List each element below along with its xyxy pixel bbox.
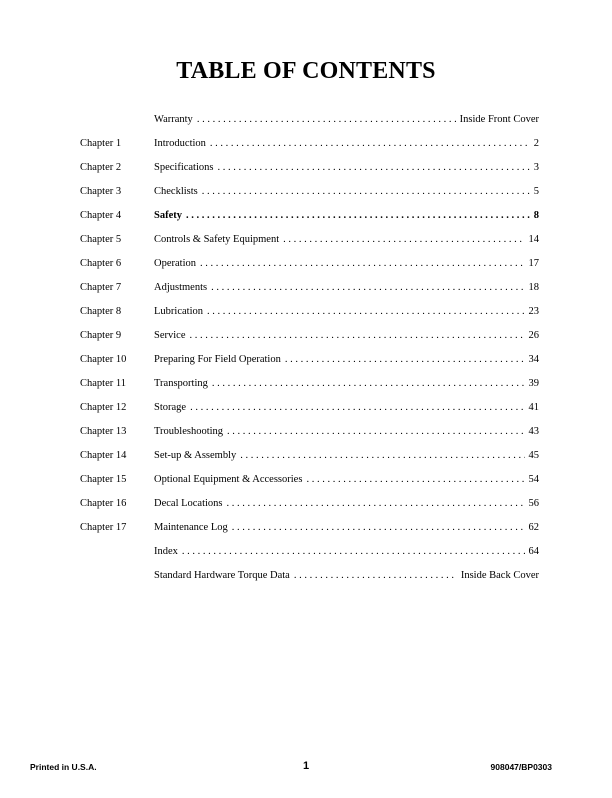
page-number: 26 bbox=[528, 330, 539, 341]
entry-title: Checklists bbox=[154, 186, 198, 197]
page-number: 41 bbox=[528, 402, 539, 413]
page-title: TABLE OF CONTENTS bbox=[176, 58, 436, 84]
toc-row-chapter-17[interactable] bbox=[0, 518, 612, 538]
entry-title: Controls & Safety Equipment bbox=[154, 234, 280, 245]
page-number: 56 bbox=[528, 498, 539, 509]
dot-leader bbox=[207, 302, 525, 322]
toc-row-chapter-1[interactable] bbox=[0, 134, 612, 154]
toc-row-chapter-2[interactable] bbox=[0, 158, 612, 178]
page-number: 34 bbox=[528, 354, 539, 365]
page-number: 23 bbox=[528, 306, 539, 317]
dot-leader bbox=[202, 182, 530, 202]
page-number: 5 bbox=[533, 186, 539, 197]
toc-row-chapter-10[interactable] bbox=[0, 350, 612, 370]
dot-leader bbox=[306, 470, 524, 490]
entry-title: Decal Locations bbox=[154, 498, 223, 509]
entry-title: Preparing For Field Operation bbox=[154, 354, 281, 365]
toc-row-warranty[interactable] bbox=[0, 110, 612, 130]
page-number: 45 bbox=[528, 450, 539, 461]
dot-leader bbox=[200, 254, 525, 274]
page-number: 8 bbox=[533, 210, 539, 221]
toc-row-index[interactable] bbox=[0, 542, 612, 562]
page-number: Inside Front Cover bbox=[459, 114, 539, 125]
page-number: Inside Back Cover bbox=[460, 570, 539, 581]
toc-row-chapter-15[interactable] bbox=[0, 470, 612, 490]
chapter-number: Chapter 15 bbox=[80, 474, 127, 485]
entry-title: Specifications bbox=[154, 162, 214, 173]
footer-document-code: 908047/BP0303 bbox=[490, 762, 552, 772]
chapter-number: Chapter 8 bbox=[80, 306, 122, 317]
chapter-number: Chapter 14 bbox=[80, 450, 127, 461]
entry-title: Set-up & Assembly bbox=[154, 450, 237, 461]
toc-row-chapter-5[interactable] bbox=[0, 230, 612, 250]
page-number: 43 bbox=[528, 426, 539, 437]
chapter-number: Chapter 11 bbox=[80, 378, 126, 389]
toc-row-torque-data[interactable] bbox=[0, 566, 612, 586]
chapter-number: Chapter 4 bbox=[80, 210, 122, 221]
chapter-number: Chapter 5 bbox=[80, 234, 122, 245]
entry-title: Introduction bbox=[154, 138, 206, 149]
dot-leader bbox=[285, 350, 525, 370]
chapter-number: Chapter 3 bbox=[80, 186, 122, 197]
dot-leader bbox=[283, 230, 524, 250]
page-number: 17 bbox=[528, 258, 539, 269]
entry-title: Storage bbox=[154, 402, 187, 413]
toc-row-chapter-7[interactable] bbox=[0, 278, 612, 298]
entry-title: Safety bbox=[154, 210, 182, 221]
entry-title: Standard Hardware Torque Data bbox=[154, 570, 290, 581]
dot-leader bbox=[227, 494, 525, 514]
toc-row-chapter-11[interactable] bbox=[0, 374, 612, 394]
entry-title: Troubleshooting bbox=[154, 426, 224, 437]
footer-page-number: 1 bbox=[302, 760, 310, 772]
chapter-number: Chapter 12 bbox=[80, 402, 127, 413]
chapter-number: Chapter 2 bbox=[80, 162, 122, 173]
dot-leader bbox=[182, 542, 525, 562]
toc-row-chapter-6[interactable] bbox=[0, 254, 612, 274]
entry-title: Service bbox=[154, 330, 186, 341]
dot-leader bbox=[212, 374, 525, 394]
toc-row-chapter-16[interactable] bbox=[0, 494, 612, 514]
dot-leader bbox=[240, 446, 524, 466]
toc-row-chapter-12[interactable] bbox=[0, 398, 612, 418]
toc-row-chapter-14[interactable] bbox=[0, 446, 612, 466]
page-number: 18 bbox=[528, 282, 539, 293]
dot-leader bbox=[210, 134, 530, 154]
entry-title: Lubrication bbox=[154, 306, 203, 317]
page-number: 2 bbox=[533, 138, 539, 149]
entry-title: Maintenance Log bbox=[154, 522, 228, 533]
toc-row-chapter-8[interactable] bbox=[0, 302, 612, 322]
dot-leader bbox=[211, 278, 524, 298]
chapter-number: Chapter 1 bbox=[80, 138, 122, 149]
entry-title: Warranty bbox=[154, 114, 193, 125]
toc-row-chapter-13[interactable] bbox=[0, 422, 612, 442]
dot-leader bbox=[227, 422, 524, 442]
toc-row-chapter-9[interactable] bbox=[0, 326, 612, 346]
entry-title: Adjustments bbox=[154, 282, 208, 293]
chapter-number: Chapter 6 bbox=[80, 258, 122, 269]
dot-leader bbox=[232, 518, 525, 538]
chapter-number: Chapter 7 bbox=[80, 282, 122, 293]
dot-leader bbox=[217, 158, 529, 178]
chapter-number: Chapter 17 bbox=[80, 522, 127, 533]
dot-leader bbox=[190, 398, 524, 418]
page-number: 3 bbox=[533, 162, 539, 173]
entry-title: Operation bbox=[154, 258, 196, 269]
dot-leader bbox=[190, 326, 525, 346]
toc-row-chapter-4[interactable] bbox=[0, 206, 612, 226]
footer-print-location: Printed in U.S.A. bbox=[30, 762, 97, 772]
toc-row-chapter-3[interactable] bbox=[0, 182, 612, 202]
chapter-number: Chapter 10 bbox=[80, 354, 127, 365]
entry-title: Index bbox=[154, 546, 178, 557]
chapter-number: Chapter 13 bbox=[80, 426, 127, 437]
dot-leader bbox=[197, 110, 456, 130]
page-number: 14 bbox=[528, 234, 539, 245]
chapter-number: Chapter 9 bbox=[80, 330, 122, 341]
page-number: 64 bbox=[528, 546, 539, 557]
chapter-number: Chapter 16 bbox=[80, 498, 127, 509]
entry-title: Optional Equipment & Accessories bbox=[154, 474, 303, 485]
dot-leader bbox=[186, 206, 530, 226]
page-number: 62 bbox=[528, 522, 539, 533]
page-number: 54 bbox=[528, 474, 539, 485]
entry-title: Transporting bbox=[154, 378, 208, 389]
dot-leader bbox=[294, 566, 457, 586]
page-number: 39 bbox=[528, 378, 539, 389]
